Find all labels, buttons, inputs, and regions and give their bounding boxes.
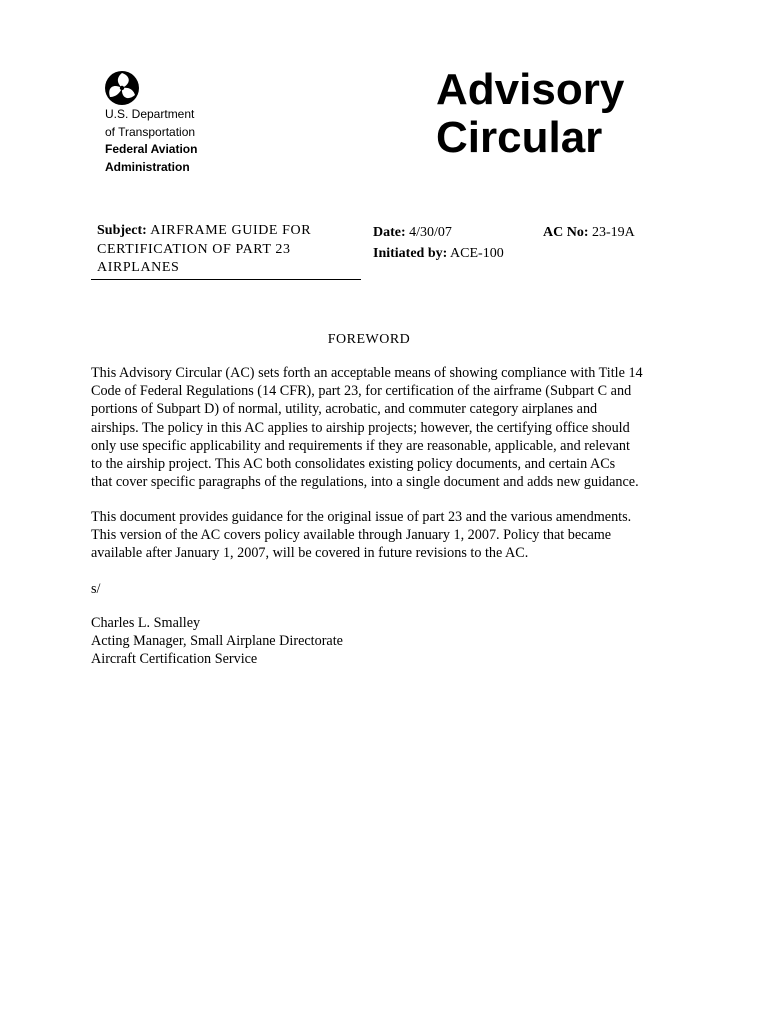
acno-value: 23-19A [592, 225, 635, 240]
foreword-paragraph-1 [91, 364, 691, 491]
paragraph-line: This document provides guidance for the original issue of part 23 and the various amendments. [91, 509, 632, 525]
initiated-label: Initiated by: [373, 246, 448, 261]
title-line-circular: Circular [436, 113, 603, 162]
agency-line-administration: Administration [105, 159, 190, 174]
agency-line-faa: Federal Aviation [105, 142, 198, 156]
acno-label: AC No: [543, 225, 589, 240]
title-line-advisory: Advisory [436, 65, 625, 114]
paragraph-line: Code of Federal Regulations (14 CFR), part 23, for certification of the airframe (Subpart C and [91, 383, 632, 400]
date-line [373, 222, 504, 243]
paragraph-line: portions of Subpart D) of normal, utility, acrobatic, and commuter category airplanes and [91, 401, 598, 418]
signature-mark: s/ [91, 581, 101, 597]
subject-block [97, 222, 359, 278]
paragraph-line: airships. The policy in this AC applies to airship projects; however, the certifying office should [91, 419, 630, 436]
document-title [436, 66, 624, 162]
agency-line-transportation: of Transportation [105, 124, 196, 139]
signer-service: Aircraft Certification Service [91, 651, 258, 668]
paragraph-line: This version of the AC covers policy available through January 1, 2007. Policy that became [91, 527, 612, 544]
ac-number [543, 222, 635, 243]
signer-block [91, 614, 343, 669]
subject-label: Subject: [97, 223, 147, 238]
date-label: Date: [373, 225, 406, 240]
subject-line-3: AIRPLANES [97, 260, 180, 275]
paragraph-line: available after January 1, 2007, will be covered in future revisions to the AC. [91, 545, 529, 562]
agency-line-department: U.S. Department [105, 107, 195, 121]
paragraph-line: This Advisory Circular (AC) sets forth an acceptable means of showing compliance with Title 14 [91, 365, 643, 381]
date-value: 4/30/07 [409, 225, 452, 240]
subject-line-2: CERTIFICATION OF PART 23 [97, 241, 291, 257]
initiated-value: ACE-100 [450, 246, 504, 261]
foreword-heading: FOREWORD [327, 332, 411, 347]
paragraph-line: that cover specific paragraphs of the regulations, into a single document and adds new guidance. [91, 474, 639, 491]
date-block [373, 222, 504, 264]
foreword-paragraph-2 [91, 508, 691, 563]
dot-logo-icon [104, 70, 140, 106]
agency-block [105, 106, 197, 176]
signer-title: Acting Manager, Small Airplane Directorate [91, 633, 343, 650]
subject-line-1: AIRFRAME GUIDE FOR [150, 223, 312, 238]
paragraph-line: only use specific applicability and requirements if they are reasonable, applicable, and relevant [91, 437, 630, 454]
subject-underline-divider [91, 279, 361, 280]
paragraph-line: to the airship project. This AC both consolidates existing policy documents, and certain ACs [91, 456, 616, 473]
initiated-line [373, 243, 504, 264]
signer-name: Charles L. Smalley [91, 615, 201, 631]
